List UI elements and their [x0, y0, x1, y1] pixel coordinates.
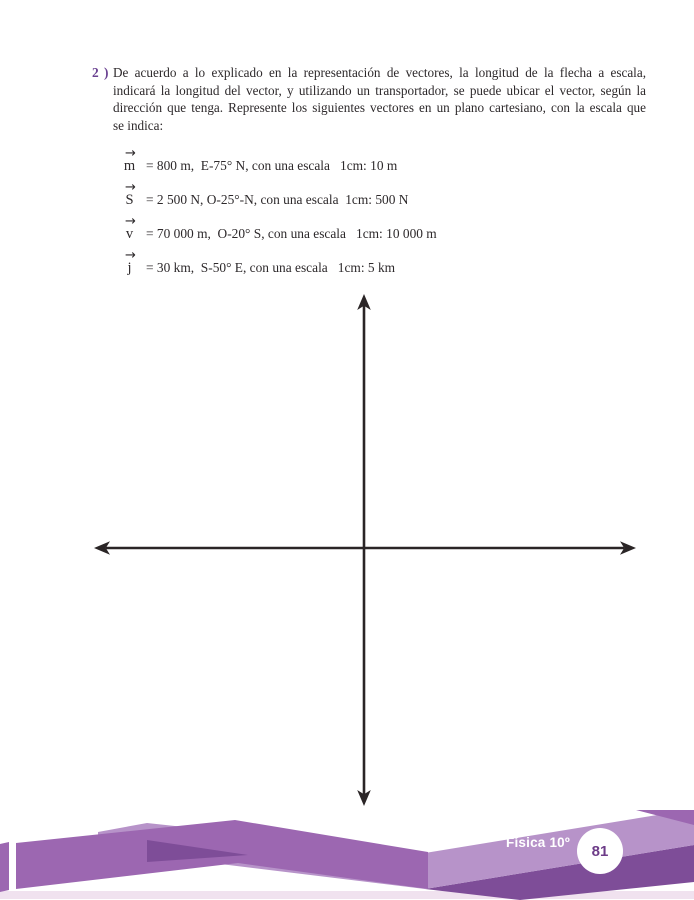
exercise-paragraph — [113, 64, 646, 134]
vector-symbol-v — [122, 213, 137, 243]
vector-letter: j — [127, 259, 132, 276]
vector-symbol-m — [122, 145, 137, 175]
paragraph-line: se indica: — [113, 117, 164, 133]
arrowhead-down-icon — [357, 790, 371, 806]
paragraph-line: De acuerdo a lo explicado en la representación de vectores, la longitud de la flecha a escala, — [113, 65, 646, 80]
page-number-badge — [577, 828, 623, 874]
list-item — [122, 247, 437, 285]
vector-list — [122, 145, 437, 285]
footer-course-label: Física 10º — [506, 835, 570, 850]
paragraph-line: dirección que tenga. Represente los siguientes vectores en un plano cartesiano, con la escala que — [113, 100, 646, 115]
vector-arrow-icon: → — [125, 247, 136, 263]
ribbon-left-notch — [0, 842, 9, 892]
list-item — [122, 145, 437, 183]
vector-description: = 2 500 N, O-25°-N, con una escala 1cm: 500 N — [146, 192, 409, 207]
paragraph-line: indicará la longitud del vector, y utilizando un transportador, se puede ubicar el vector, según la — [113, 82, 646, 98]
vector-letter: v — [125, 225, 134, 242]
vector-description: = 70 000 m, O-20° S, con una escala 1cm: 10 000 m — [146, 226, 437, 241]
vector-description: = 30 km, S-50° E, con una escala 1cm: 5 km — [146, 260, 396, 275]
vector-symbol-j — [122, 247, 137, 277]
exercise-block — [92, 64, 646, 134]
vector-arrow-icon: → — [125, 145, 136, 161]
vector-arrow-icon: → — [125, 179, 136, 195]
list-item — [122, 213, 437, 251]
vector-letter: S — [125, 191, 134, 208]
list-item — [122, 179, 437, 217]
vector-symbol-s — [122, 179, 137, 209]
vector-arrow-icon: → — [125, 213, 136, 229]
exercise-number: 2 ) — [92, 65, 110, 80]
vector-description: = 800 m, E-75° N, con una escala 1cm: 10 m — [146, 158, 398, 173]
arrowhead-right-icon — [620, 541, 636, 555]
footer — [0, 810, 694, 900]
page-number: 81 — [591, 842, 609, 860]
vector-letter: m — [123, 157, 136, 174]
arrowhead-left-icon — [94, 541, 110, 555]
arrowhead-up-icon — [357, 294, 371, 310]
